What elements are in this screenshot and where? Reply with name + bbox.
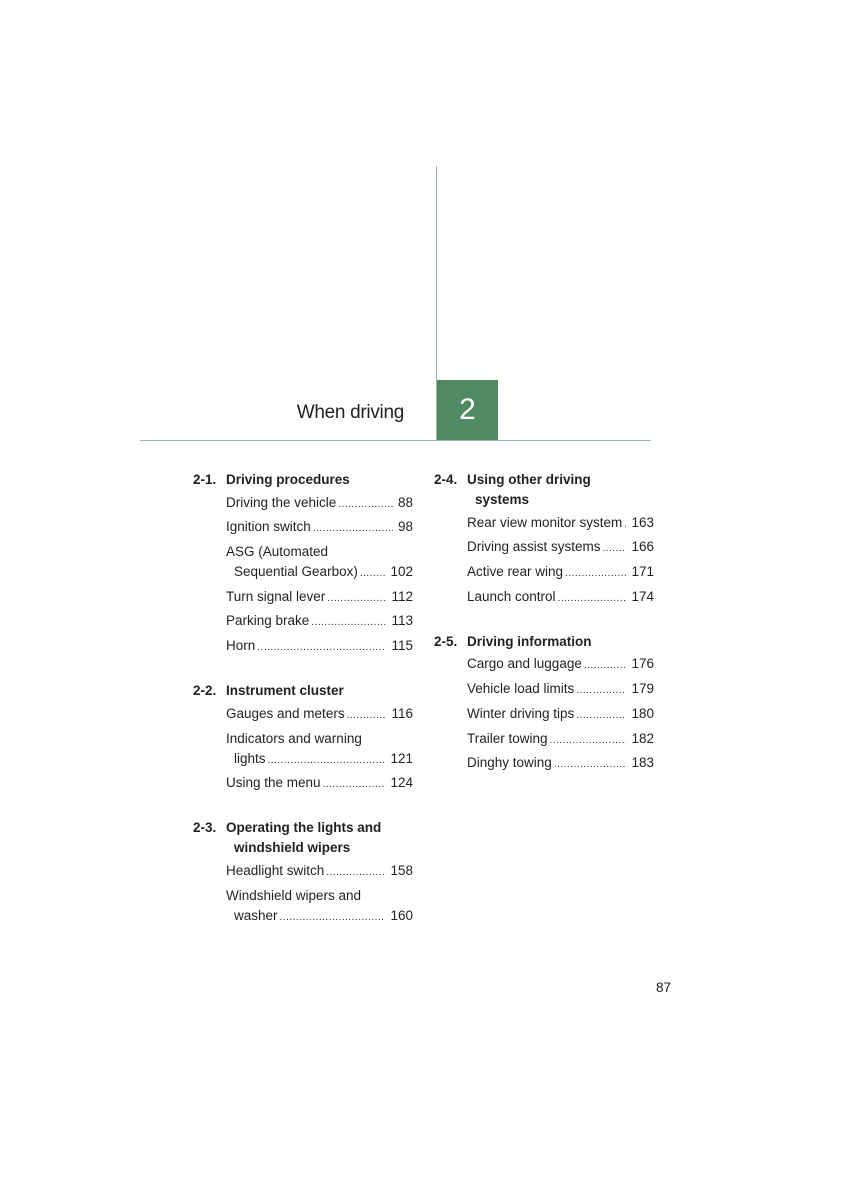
toc-entry-page: 179 <box>631 681 654 697</box>
toc-entry-row <box>467 587 654 609</box>
toc-entry-label: Vehicle load limits <box>467 681 575 697</box>
section-title <box>467 632 654 652</box>
leader-dots <box>311 613 386 633</box>
section-heading <box>434 632 654 652</box>
section-title <box>226 681 413 701</box>
toc-entry[interactable] <box>467 729 654 751</box>
toc-entry[interactable] <box>467 679 654 701</box>
leader-dots <box>268 751 386 771</box>
chapter-horizontal-rule <box>140 440 651 441</box>
toc-entry-page: 180 <box>631 705 654 721</box>
toc-entry-page: 121 <box>390 750 413 766</box>
toc-entry-label: Driving assist systems <box>467 539 601 555</box>
toc-entry-row <box>467 729 654 751</box>
toc-entry-label: Launch control <box>467 588 556 604</box>
toc-entry[interactable] <box>226 542 413 584</box>
toc-entry-label: Headlight switch <box>226 862 325 878</box>
section-heading <box>193 818 413 858</box>
toc-section <box>193 681 413 795</box>
toc-entry-page: 166 <box>631 539 654 555</box>
toc-section <box>193 470 413 658</box>
chapter-number: 2 <box>459 393 476 426</box>
toc-entry-label: washer <box>234 907 278 923</box>
toc-entry-page: 112 <box>391 588 413 604</box>
toc-entry-label: Horn <box>226 638 256 654</box>
toc-entry-page: 160 <box>390 907 413 923</box>
toc-entry-label: Rear view monitor system <box>467 514 623 530</box>
toc-section <box>434 632 654 775</box>
toc-section <box>434 470 654 609</box>
toc-entry-page: 158 <box>390 862 413 878</box>
toc-entry[interactable] <box>467 587 654 609</box>
toc-entry[interactable] <box>467 753 654 775</box>
leader-dots <box>338 495 393 515</box>
toc-entry-page: 176 <box>631 656 654 672</box>
toc-entry-page: 182 <box>631 730 654 746</box>
toc-entry-label: Active rear wing <box>467 564 564 580</box>
toc-entry-page: 116 <box>391 705 413 721</box>
toc-entry-page: 163 <box>631 514 654 530</box>
section-title-line: Using other driving <box>467 472 591 487</box>
toc-entry-page: 183 <box>631 755 654 771</box>
section-heading <box>193 681 413 701</box>
toc-entry-page: 174 <box>631 588 654 604</box>
chapter-number-tab <box>437 380 498 440</box>
toc-entry-row <box>226 749 413 771</box>
toc-entry-row <box>467 513 654 535</box>
toc-entry-page: 88 <box>397 494 413 510</box>
leader-dots <box>313 519 393 539</box>
toc-entry-row <box>226 704 413 726</box>
leader-dots <box>624 515 626 535</box>
leader-dots <box>326 863 385 883</box>
section-number: 2-2. <box>193 683 217 699</box>
toc-entry-page: 102 <box>390 564 413 580</box>
section-number: 2-3. <box>193 820 217 836</box>
toc-entry[interactable] <box>226 611 413 633</box>
toc-entry-row <box>226 611 413 633</box>
toc-column-left <box>193 470 413 951</box>
toc-entry-label: Trailer towing <box>467 730 548 746</box>
toc-entry-page: 98 <box>397 519 413 535</box>
toc-entry-label-line: Windshield wipers and <box>226 887 362 903</box>
section-number: 2-1. <box>193 472 217 487</box>
toc-entry-row <box>467 537 654 559</box>
toc-entry-label: Using the menu <box>226 775 321 791</box>
toc-entry-row <box>467 679 654 701</box>
section-heading <box>434 470 654 510</box>
toc-entry-page: 171 <box>631 564 654 580</box>
leader-dots <box>550 731 627 751</box>
toc-entry[interactable] <box>226 493 413 515</box>
section-title-line: Operating the lights and <box>226 820 382 836</box>
toc-entry[interactable] <box>467 562 654 584</box>
toc-entry-row <box>467 562 654 584</box>
toc-entry-label: lights <box>234 750 266 766</box>
toc-entry-label: Turn signal lever <box>226 588 326 604</box>
toc-entry[interactable] <box>226 729 413 771</box>
toc-entry-page: 124 <box>390 775 413 791</box>
toc-entry[interactable] <box>226 517 413 539</box>
toc-entry[interactable] <box>467 704 654 726</box>
toc-entry-label: Winter driving tips <box>467 705 575 721</box>
leader-dots <box>576 706 626 726</box>
leader-dots <box>257 638 386 658</box>
section-title-line: systems <box>475 492 530 507</box>
toc-entry[interactable] <box>226 861 413 883</box>
toc-entry[interactable] <box>226 773 413 795</box>
leader-dots <box>603 539 627 559</box>
toc-entry-row <box>226 562 413 584</box>
section-title <box>226 818 413 858</box>
toc-entry-row <box>226 636 413 658</box>
toc-entry-row <box>226 773 413 795</box>
section-number: 2-5. <box>434 633 458 649</box>
toc-entry-page: 113 <box>391 613 413 629</box>
toc-entry-row <box>226 861 413 883</box>
toc-entry-label: Gauges and meters <box>226 705 345 721</box>
leader-dots <box>554 755 627 775</box>
toc-entry-row <box>226 517 413 539</box>
leader-dots <box>565 564 626 584</box>
leader-dots <box>360 564 386 584</box>
leader-dots <box>323 775 386 795</box>
toc-entry-label: Driving the vehicle <box>226 494 337 510</box>
leader-dots <box>576 681 626 701</box>
toc-entry[interactable] <box>467 513 654 535</box>
toc-entry-label: Dinghy towing <box>467 755 552 771</box>
section-title-line: Driving information <box>467 633 592 649</box>
section-title-line: windshield wipers <box>234 840 351 856</box>
toc-entry-row <box>226 587 413 609</box>
toc-entry-row <box>467 654 654 676</box>
toc-entry[interactable] <box>226 886 413 928</box>
section-title-line: Driving procedures <box>226 472 350 487</box>
toc-entry[interactable] <box>226 704 413 726</box>
toc-entry-row <box>467 753 654 775</box>
section-heading <box>193 470 413 490</box>
chapter-title: When driving <box>296 402 404 423</box>
leader-dots <box>280 908 386 928</box>
toc-entry-label: Sequential Gearbox) <box>234 564 358 580</box>
section-title <box>467 470 654 510</box>
leader-dots <box>327 589 386 609</box>
toc-entry-label: Parking brake <box>226 613 310 629</box>
toc-section <box>193 818 413 927</box>
toc-entry-label-line: ASG (Automated <box>226 544 329 560</box>
page-number: 87 <box>656 980 672 995</box>
toc-entry[interactable] <box>226 587 413 609</box>
leader-dots <box>584 656 627 676</box>
toc-entry-label-line: Indicators and warning <box>226 730 362 746</box>
toc-entry-page: 115 <box>391 638 413 654</box>
section-title <box>226 470 413 490</box>
toc-entry[interactable] <box>467 537 654 559</box>
section-title-line: Instrument cluster <box>226 683 344 699</box>
toc-entry[interactable] <box>226 636 413 658</box>
toc-column-right <box>434 470 654 798</box>
toc-entry-label: Ignition switch <box>226 519 311 535</box>
toc-entry[interactable] <box>467 654 654 676</box>
toc-entry-row <box>467 704 654 726</box>
leader-dots <box>347 706 387 726</box>
toc-entry-label: Cargo and luggage <box>467 656 582 672</box>
toc-entry-row <box>226 906 413 928</box>
toc-entry-row <box>226 493 413 515</box>
leader-dots <box>558 589 627 609</box>
section-number: 2-4. <box>434 472 458 487</box>
